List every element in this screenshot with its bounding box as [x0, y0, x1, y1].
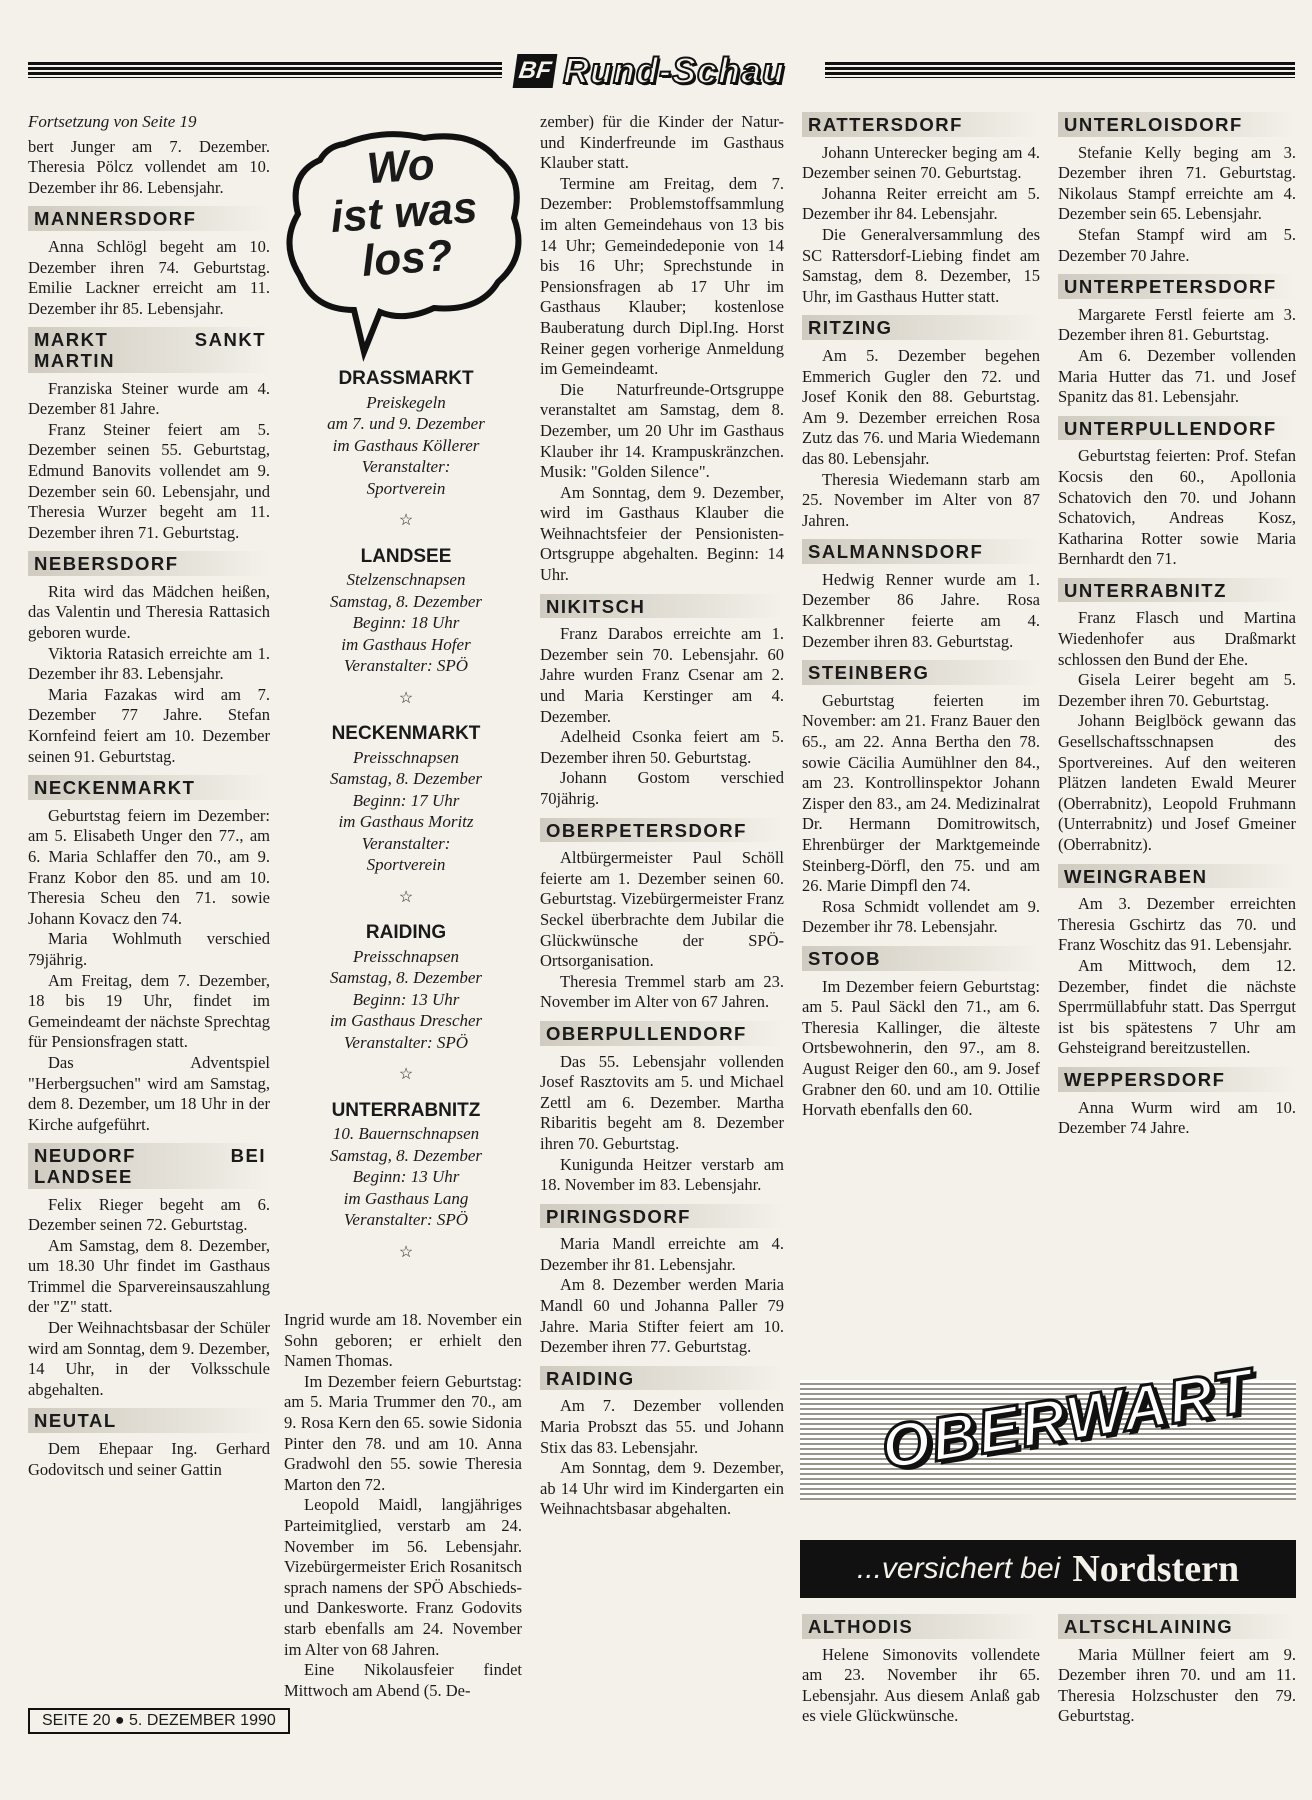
- paragraph: Helene Simonovits vollendete am 23. November ihr 65. Lebensjahr. Aus diesem Anlaß gab es viele Glückwünsche.: [802, 1644, 1040, 1726]
- section-heading: UNTERPETERSDORF: [1058, 274, 1296, 299]
- section-heading: NEBERSDORF: [28, 551, 270, 576]
- paragraph: Rosa Schmidt vollendet am 9. Dezember ihr 78. Lebensjahr.: [802, 896, 1040, 937]
- event-line: im Gasthaus Drescher: [329, 1011, 483, 1031]
- star-icon: ☆: [398, 1243, 414, 1261]
- paragraph: Am 8. Dezember werden Maria Mandl 60 und Johanna Paller 79 Jahre. Maria Stifter feiert am 10. Dezember ihren 77. Geburtstag.: [540, 1275, 784, 1357]
- header-rule-right: [825, 62, 1295, 78]
- masthead: [515, 50, 815, 92]
- event-line: Veranstalter:: [361, 457, 451, 476]
- section-heading: ALTSCHLAINING: [1058, 1614, 1296, 1639]
- section-heading: OBERPULLENDORF: [540, 1021, 784, 1046]
- paragraph: Das 55. Lebensjahr vollenden Josef Rasztovits am 5. und Michael Zettl am 6. Dezember. Martha Ribaritis begeht am 8. Dezember ihren 70. Geburtstag.: [540, 1051, 784, 1153]
- event-line: Beginn: 13 Uhr: [352, 989, 460, 1009]
- event-line: Veranstalter:: [361, 833, 451, 853]
- event-block: [284, 1100, 528, 1231]
- paragraph: Margarete Ferstl feierte am 3. Dezember ihren 81. Geburtstag.: [1058, 304, 1296, 345]
- paragraph: Gisela Leirer begeht am 5. Dezember ihren 70. Geburtstag.: [1058, 670, 1296, 710]
- bf-logo: BF: [513, 54, 558, 88]
- section-heading: PIRINGSDORF: [540, 1204, 784, 1229]
- paragraph: Stefan Stampf wird am 5. Dezember 70 Jahre.: [1058, 224, 1296, 265]
- column-4: [802, 112, 1040, 1121]
- header-rule-left: [28, 62, 502, 78]
- paragraph: Maria Müllner feiert am 9. Dezember ihren 70. und am 11. Theresia Holzschuster den 79. Geburtstag.: [1058, 1644, 1296, 1726]
- paragraph: Am 5. Dezember begehen Emmerich Gugler den 72. und Josef Konik den 88. Geburtstag. Am 9. Dezember erreichen Rosa Zutz das 76. und Maria Wiedemann das 80. Lebensjahr.: [802, 345, 1040, 468]
- paragraph: Rita wird das Mädchen heißen, das Valentin und Theresia Rattasich geboren wurde.: [28, 581, 270, 643]
- event-line: Veranstalter: SPÖ: [343, 656, 469, 676]
- section-heading: NIKITSCH: [540, 594, 784, 619]
- event-title: RAIDING: [365, 922, 447, 944]
- event-title: UNTERRABNITZ: [331, 1099, 481, 1121]
- paragraph: Der Weihnachtsbasar der Schüler wird am Sonntag, dem 9. Dezember, 14 Uhr, in der Volksschule abgehalten.: [28, 1318, 270, 1399]
- nordstern-ad-text: ...versichert bei: [856, 1552, 1061, 1585]
- event-line: Samstag, 8. Dezember: [329, 769, 483, 789]
- event-line: Samstag, 8. Dezember: [329, 1145, 483, 1165]
- paragraph: Anna Schlögl begeht am 10. Dezember ihren 74. Geburtstag. Emilie Lackner erreicht am 11. Dezember ihr 85. Lebensjahr.: [28, 236, 270, 318]
- paragraph: Leopold Maidl, langjähriges Parteimitglied, verstarb am 24. November im 56. Lebensjahr. Vizebürgermeister Erich Rosanitsch sprach namens der SPÖ Abschieds- und Dankesworte. Franz Godovits starb ebenfalls am 24. November im Alter von 68 Jahren.: [284, 1495, 522, 1659]
- section-heading: UNTERLOISDORF: [1058, 112, 1296, 137]
- paragraph: Theresia Tremmel starb am 23. November im Alter von 67 Jahren.: [540, 971, 784, 1012]
- continuation-note: Fortsetzung von Seite 19: [28, 112, 197, 131]
- event-line: Veranstalter: SPÖ: [343, 1032, 469, 1052]
- event-line: im Gasthaus Köllerer: [332, 435, 480, 455]
- paragraph: Johann Gostom verschied 70jährig.: [540, 768, 784, 808]
- paragraph: Geburtstag feierten: Prof. Stefan Kocsis den 60., Apollonia Schatovich den 70. und Johann Schatovich, Andreas Kosz, Katharina Rotter sowie Maria Bernhardt den 71.: [1058, 446, 1296, 569]
- section-heading: MANNERSDORF: [28, 206, 270, 231]
- paragraph: Franz Darabos erreichte am 1. Dezember sein 70. Lebensjahr. 60 Jahre wurden Franz Csenar am 2. und Maria Kerstinger am 4. Dezember.: [540, 624, 784, 726]
- paragraph: Hedwig Renner wurde am 1. Dezember 86 Jahre. Rosa Kalkbrenner feierte am 4. Dezember ihren 83. Geburtstag.: [802, 569, 1040, 651]
- paragraph: Die Naturfreunde-Ortsgruppe veranstaltet am Samstag, dem 8. Dezember, um 20 Uhr im Gasthaus Klauber ihr 14. Krampuskränzchen. Musik: "Golden Silence".: [540, 379, 784, 482]
- event-title: NECKENMARKT: [331, 723, 481, 745]
- bubble-line: los?: [360, 230, 454, 286]
- section-heading: NEUDORF BEI LANDSEE: [28, 1143, 270, 1188]
- paragraph: Viktoria Ratasich erreichte am 1. Dezember ihr 83. Lebensjahr.: [28, 643, 270, 684]
- section-heading: NEUTAL: [28, 1408, 270, 1433]
- star-icon: ☆: [398, 512, 414, 529]
- paragraph: zember) für die Kinder der Natur- und Kinderfreunde im Gasthaus Klauber statt.: [540, 112, 784, 173]
- column-2: [284, 126, 528, 1277]
- column-1: [28, 112, 270, 1480]
- event-line: im Gasthaus Moritz: [338, 812, 474, 832]
- paragraph: Am Sonntag, dem 9. Dezember, ab 14 Uhr wird im Kindergarten ein Weihnachtsbasar abgehalten.: [540, 1458, 784, 1519]
- paragraph: Johann Beiglböck gewann das Gesellschaftsschnapsen des Sportvereines. Auf den weiteren Plätzen landeten Ewald Meurer (Oberrabnitz), Leopold Fruhmann (Unterrabnitz) und Josef Gmeiner (Oberrabnitz).: [1058, 711, 1296, 854]
- event-block: [284, 922, 528, 1053]
- event-line: im Gasthaus Hofer: [341, 634, 471, 654]
- section-heading: RAIDING: [540, 1366, 784, 1391]
- speech-bubble: [284, 126, 528, 362]
- section-heading: RITZING: [802, 315, 1040, 340]
- paragraph: bert Junger am 7. Dezember. Theresia Pölcz vollendet am 10. Dezember ihr 86. Lebensjahr.: [28, 136, 270, 197]
- paragraph: Am Mittwoch, dem 12. Dezember, findet die nächste Sperrmüllabfuhr statt. Das Sperrgut ist bis spätestens 7 Uhr am Gehsteigrand bereitzustellen.: [1058, 955, 1296, 1058]
- event-title: DRASSMARKT: [338, 368, 474, 389]
- star-icon: ☆: [398, 1066, 414, 1084]
- column-2-text: [284, 1310, 522, 1701]
- section-heading: NECKENMARKT: [28, 775, 270, 800]
- event-line: 10. Bauernschnapsen: [332, 1124, 480, 1144]
- paragraph: Am 7. Dezember vollenden Maria Probszt das 55. und Johann Stix das 83. Lebensjahr.: [540, 1396, 784, 1457]
- paragraph: Anna Wurm wird am 10. Dezember 74 Jahre.: [1058, 1097, 1296, 1138]
- paragraph: Geburtstag feierten im November: am 21. Franz Bauer den 65., am 22. Anna Bertha den 78. sowie Cäcilia Aumühlner den 84., am 23. Kontrollinspektor Johann Zisper den 83., am 24. Medizinalrat Dr. Hermann Domitrowitsch, Ehrenbürger der Marktgemeinde Steinberg-Dörfl, den 75. und am 26. Marie Dimpfl den 74.: [802, 690, 1040, 896]
- column-3: [540, 112, 784, 1520]
- event-line: Samstag, 8. Dezember: [329, 968, 483, 988]
- section-heading: OBERPETERSDORF: [540, 818, 784, 843]
- event-line: Sportverein: [366, 478, 446, 498]
- paragraph: Am Freitag, dem 7. Dezember, 18 bis 19 Uhr, findet im Gemeindeamt der nächste Sprechtag für Pensionsfragen statt.: [28, 970, 270, 1052]
- paragraph: Johanna Reiter erreicht am 5. Dezember ihr 84. Lebensjahr.: [802, 183, 1040, 224]
- paragraph: Adelheid Csonka feiert am 5. Dezember ihren 50. Geburtstag.: [540, 727, 784, 767]
- paragraph: Kunigunda Heitzer verstarb am 18. November im 83. Lebensjahr.: [540, 1154, 784, 1195]
- paragraph: Im Dezember feiern Geburtstag: am 5. Paul Säckl den 71., am 6. Theresia Kallinger, die älteste Ortsbewohnerin, den 97., am 8. August Reiger den 60., am 9. Josef Grabner den 60. und am 10. Ottilie Horvath ebenfalls den 60.: [802, 976, 1040, 1120]
- oberwart-banner-title: OBERWART: [876, 1356, 1259, 1483]
- section-heading: ALTHODIS: [802, 1614, 1040, 1639]
- paragraph: Stefanie Kelly beging am 3. Dezember ihren 71. Geburtstag. Nikolaus Stampf erreichte am 4. Dezember sein 65. Lebensjahr.: [1058, 142, 1296, 224]
- section-heading: STEINBERG: [802, 660, 1040, 685]
- event-line: im Gasthaus Lang: [343, 1188, 469, 1208]
- section-heading: WEPPERSDORF: [1058, 1067, 1296, 1092]
- event-line: Beginn: 18 Uhr: [352, 613, 460, 633]
- event-line: Beginn: 17 Uhr: [352, 790, 460, 810]
- section-heading: UNTERPULLENDORF: [1058, 416, 1296, 441]
- bubble-line: ist was: [329, 182, 479, 243]
- section-heading: MARKT SANKT MARTIN: [28, 327, 270, 372]
- event-line: Preiskegeln: [366, 392, 446, 412]
- paragraph: Johann Unterecker beging am 4. Dezember seinen 70. Geburtstag.: [802, 142, 1040, 183]
- paragraph: Am Sonntag, dem 9. Dezember, wird im Gasthaus Klauber die Weihnachtsfeier der Pensionisten-Ortsgruppe abgehalten. Beginn: 14 Uhr.: [540, 482, 784, 585]
- column-5: [1058, 112, 1296, 1139]
- paragraph: Dem Ehepaar Ing. Gerhard Godovitsch und seiner Gattin: [28, 1439, 270, 1479]
- event-line: Preisschnapsen: [352, 747, 460, 767]
- paragraph: Die Generalversammlung des SC Rattersdorf-Liebing findet am Samstag, dem 8. Dezember, 15 Uhr, im Gasthaus Hutter statt.: [802, 224, 1040, 306]
- paragraph: Franz Steiner feiert am 5. Dezember seinen 55. Geburtstag, Edmund Banovits vollendet am 9. Dezember sein 60. Lebensjahr, und Theresia Wurzer begeht am 11. Dezember ihren 71. Geburtstag.: [28, 419, 270, 542]
- paragraph: Theresia Wiedemann starb am 25. November im Alter von 87 Jahren.: [802, 469, 1040, 530]
- paragraph: Ingrid wurde am 18. November ein Sohn geboren; er erhielt den Namen Thomas.: [284, 1310, 522, 1371]
- paragraph: Maria Fazakas wird am 7. Dezember 77 Jahre. Stefan Kornfeind feiert am 10. Dezember seinen 91. Geburtstag.: [28, 684, 270, 766]
- paragraph: Das Adventspiel "Herbergsuchen" wird am Samstag, dem 8. Dezember, um 18 Uhr in der Kirche aufgeführt.: [28, 1052, 270, 1134]
- section-heading: RATTERSDORF: [802, 112, 1040, 137]
- paragraph: Maria Wohlmuth verschied 79jährig.: [28, 929, 270, 969]
- paragraph: Termine am Freitag, dem 7. Dezember: Problemstoffsammlung im alten Gemeindehaus von 13 bis 14 Uhr; Gemeindedeponie von 14 bis 16 Uhr; Sprechstunde in Pensionsfragen ab 17 Uhr im Gasthaus Klauber; kostenlose Bauberatung durch Dipl.Ing. Horst Reiner gegen vorherige Anmeldung im Gemeindeamt.: [540, 173, 784, 379]
- masthead-title: Rund-Schau: [563, 50, 785, 91]
- nordstern-logo: Nordstern: [1072, 1548, 1240, 1590]
- event-line: Samstag, 8. Dezember: [329, 591, 483, 611]
- event-block: [284, 368, 528, 499]
- paragraph: Am 3. Dezember erreichten Theresia Gschirtz das 70. und Franz Woschitz das 91. Lebensjahr.: [1058, 894, 1296, 955]
- section-heading: UNTERRABNITZ: [1058, 578, 1296, 603]
- page-footer: SEITE 20 ● 5. DEZEMBER 1990: [28, 1708, 290, 1734]
- nordstern-ad: [800, 1540, 1296, 1598]
- star-icon: ☆: [398, 888, 414, 906]
- paragraph: Geburtstag feiern im Dezember: am 5. Elisabeth Unger den 77., am 6. Maria Schlaffer den 70., am 9. Franz Kobor den 85. und am 10. Theresia Scheu den 71. sowie Johann Kovacz den 74.: [28, 805, 270, 928]
- paragraph: Altbürgermeister Paul Schöll feierte am 1. Dezember seinen 60. Geburtstag. Vizebürgermeister Franz Seckel überbrachte dem Jubilar die Glückwünsche der SPÖ-Ortsorganisation.: [540, 848, 784, 971]
- column-5-lower: [1058, 1614, 1296, 1727]
- section-heading: SALMANNSDORF: [802, 539, 1040, 564]
- event-block: [284, 723, 528, 876]
- paragraph: Am Samstag, dem 8. Dezember, um 18.30 Uhr findet im Gasthaus Trimmel die Sparvereinsauszahlung der "Z" statt.: [28, 1235, 270, 1317]
- paragraph: Franziska Steiner wurde am 4. Dezember 81 Jahre.: [28, 378, 270, 419]
- event-line: Stelzenschnapsen: [346, 570, 466, 590]
- paragraph: Franz Flasch und Martina Wiedenhofer aus Draßmarkt schlossen den Bund der Ehe.: [1058, 608, 1296, 669]
- event-line: Beginn: 13 Uhr: [352, 1167, 460, 1187]
- event-block: [284, 546, 528, 677]
- paragraph: Eine Nikolausfeier findet Mittwoch am Abend (5. De-: [284, 1660, 522, 1700]
- paragraph: Im Dezember feiern Geburtstag: am 5. Maria Trummer den 70., am 9. Rosa Kern den 65. sowie Sidonia Pinter den 78. und am 10. Anna Gradwohl den 55. sowie Theresia Marton den 72.: [284, 1371, 522, 1494]
- paragraph: Maria Mandl erreichte am 4. Dezember ihr 81. Lebensjahr.: [540, 1234, 784, 1274]
- event-line: Preisschnapsen: [352, 946, 460, 966]
- event-line: Sportverein: [366, 855, 446, 875]
- paragraph: Am 6. Dezember vollenden Maria Hutter das 71. und Josef Spanitz das 81. Lebensjahr.: [1058, 345, 1296, 407]
- section-heading: STOOB: [802, 946, 1040, 971]
- event-line: am 7. und 9. Dezember: [327, 414, 485, 433]
- star-icon: ☆: [398, 689, 414, 707]
- bubble-line: Wo: [365, 139, 437, 194]
- speech-bubble-text: [299, 137, 508, 289]
- paragraph: Felix Rieger begeht am 6. Dezember seinen 72. Geburtstag.: [28, 1194, 270, 1235]
- column-4-lower: [802, 1614, 1040, 1727]
- event-title: LANDSEE: [360, 545, 452, 567]
- section-heading: WEINGRABEN: [1058, 864, 1296, 889]
- event-line: Veranstalter: SPÖ: [343, 1210, 469, 1230]
